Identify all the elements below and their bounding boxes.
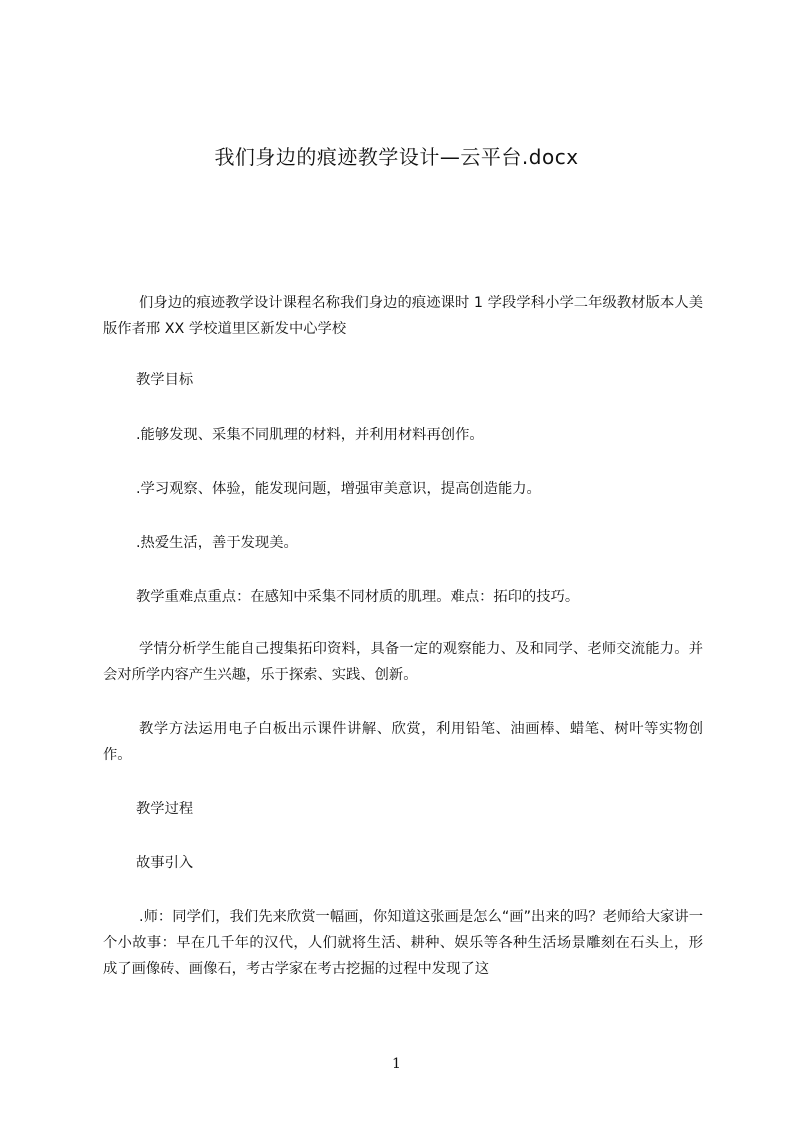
objective-item-2: .学习观察、体验，能发现问题，增强审美意识，提高创造能力。 bbox=[136, 481, 541, 497]
objective-item-1: .能够发现、采集不同肌理的材料，并利用材料再创作。 bbox=[136, 427, 484, 443]
paragraph-intro: 们身边的痕迹教学设计课程名称我们身边的痕迹课时 1 学段学科小学二年级教材版本人美版作者邢 XX 学校道里区新发中心学校 bbox=[103, 295, 703, 337]
paragraph-teacher-intro: .师：同学们，我们先来欣赏一幅画，你知道这张画是怎么“画”出来的吗？老师给大家讲一个小故事：早在几千年的汉代，人们就将生活、耕种、娱乐等各种生活场景雕刻在石头上，形成了画像砖、画像石，考古学家在考古挖掘的过程中发现了这 bbox=[103, 909, 703, 977]
paragraph-methods: 教学方法运用电子白板出示课件讲解、欣赏，利用铅笔、油画棒、蜡笔、树叶等实物创作。 bbox=[103, 721, 703, 763]
heading-objectives: 教学目标 bbox=[136, 372, 194, 388]
paragraph-learner-analysis: 学情分析学生能自己搜集拓印资料，具备一定的观察能力、及和同学、老师交流能力。并会对所学内容产生兴趣，乐于探索、实践、创新。 bbox=[103, 641, 703, 683]
page-number: 1 bbox=[392, 1056, 401, 1072]
document-title: 我们身边的痕迹教学设计—云平台.docx bbox=[214, 145, 579, 169]
heading-process: 教学过程 bbox=[136, 801, 194, 817]
objective-item-3: .热爱生活，善于发现美。 bbox=[136, 535, 298, 551]
paragraph-key-points: 教学重难点重点：在感知中采集不同材质的肌理。难点：拓印的技巧。 bbox=[136, 589, 580, 605]
heading-story: 故事引入 bbox=[136, 855, 194, 871]
